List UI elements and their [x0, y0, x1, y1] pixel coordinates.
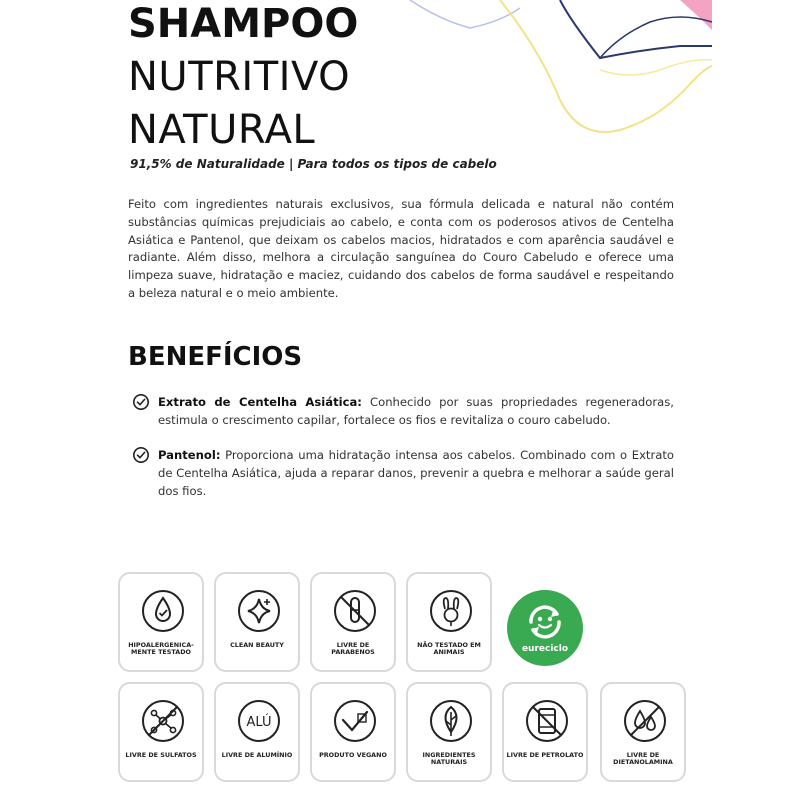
badge-label: CLEAN BEAUTY — [230, 641, 284, 649]
test-tube-icon — [332, 588, 378, 634]
badge-parabenos — [310, 572, 396, 672]
no-drops-icon — [622, 698, 668, 744]
badge-ingredientes-naturais — [406, 682, 492, 782]
benefit-description: Conhecido por suas propriedades regeneradoras, estimula o crescimento capilar, fortalece os fios e revitaliza o couro cabeludo. — [158, 395, 674, 427]
title-line-2: NUTRITIVO — [128, 54, 351, 100]
product-description: Feito com ingredientes naturais exclusivos, sua fórmula delicada e natural não contém substâncias químicas prejudiciais ao cabelo, e conta com os poderosos ativos de Centelha Asiática e Pantenol, que deixam os cabelos macios, hidratados e com aparência saudável e radiante. Além disso, melhora a circulação sanguínea do Couro Cabeludo e oferece uma limpeza suave, hidratação e maciez, cuidando dos cabelos de forma saudável e respeitando a beleza natural e o meio ambiente. — [128, 197, 674, 300]
yellow-line-2 — [600, 60, 712, 75]
badge-label: LIVRE DE SULFATOS — [125, 751, 197, 759]
benefit-text — [158, 393, 674, 429]
benefit-name: Pantenol: — [158, 448, 221, 462]
badge-dietanolamina — [600, 682, 686, 782]
check-circle-icon — [132, 446, 150, 464]
badge-label: NÃO TESTADO EM ANIMAIS — [417, 641, 481, 657]
check-circle-icon — [132, 393, 150, 411]
eureciclo-label: eureciclo — [521, 644, 569, 654]
vegan-check-icon — [332, 698, 378, 744]
badge-label: INGREDIENTES NATURAIS — [422, 751, 476, 767]
badge-label: LIVRE DE PARABENOS — [331, 641, 375, 657]
alu-icon — [236, 698, 282, 744]
eureciclo-seal — [507, 590, 583, 666]
bunny-icon — [428, 588, 474, 634]
badge-sulfatos — [118, 682, 204, 782]
molecule-icon — [140, 698, 186, 744]
benefit-description: Proporciona uma hidratação intensa aos cabelos. Combinado com o Extrato de Centelha Asiática, ajuda a reparar danos, prevenir a quebra e melhorar a saúde geral dos fios. — [158, 448, 674, 498]
benefits-title: BENEFÍCIOS — [128, 342, 303, 372]
recycle-smile-icon — [521, 600, 569, 644]
badge-hipoalergenico — [118, 572, 204, 672]
badge-nao-testado-animais — [406, 572, 492, 672]
badge-vegano — [310, 682, 396, 782]
subtitle: 91,5% de Naturalidade | Para todos os tipos de cabelo — [130, 157, 497, 171]
sparkle-icon — [236, 588, 282, 634]
barrel-icon — [524, 698, 570, 744]
yellow-line — [500, 0, 712, 132]
badge-clean-beauty — [214, 572, 300, 672]
badge-petrolato — [502, 682, 588, 782]
badge-aluminio — [214, 682, 300, 782]
badge-label: PRODUTO VEGANO — [319, 751, 387, 759]
pink-shape — [680, 0, 712, 30]
benefit-item-pantenol — [132, 446, 674, 500]
benefit-item-centelha — [132, 393, 674, 429]
badge-label: LIVRE DE DIETANOLAMINA — [613, 751, 673, 767]
leaf-icon — [428, 698, 474, 744]
droplet-check-icon — [140, 588, 186, 634]
benefit-text — [158, 446, 674, 500]
navy-line-2 — [600, 17, 712, 58]
title-line-3: NATURAL — [128, 107, 316, 153]
badge-label: LIVRE DE PETROLATO — [506, 751, 584, 759]
badge-label: LIVRE DE ALUMÍNIO — [221, 751, 293, 759]
alu-text: ALÚ — [246, 715, 272, 730]
badge-label: HIPOALERGENICA-MENTE TESTADO — [128, 641, 194, 657]
benefit-name: Extrato de Centelha Asiática: — [158, 395, 362, 409]
title-line-1: SHAMPOO — [128, 1, 359, 47]
